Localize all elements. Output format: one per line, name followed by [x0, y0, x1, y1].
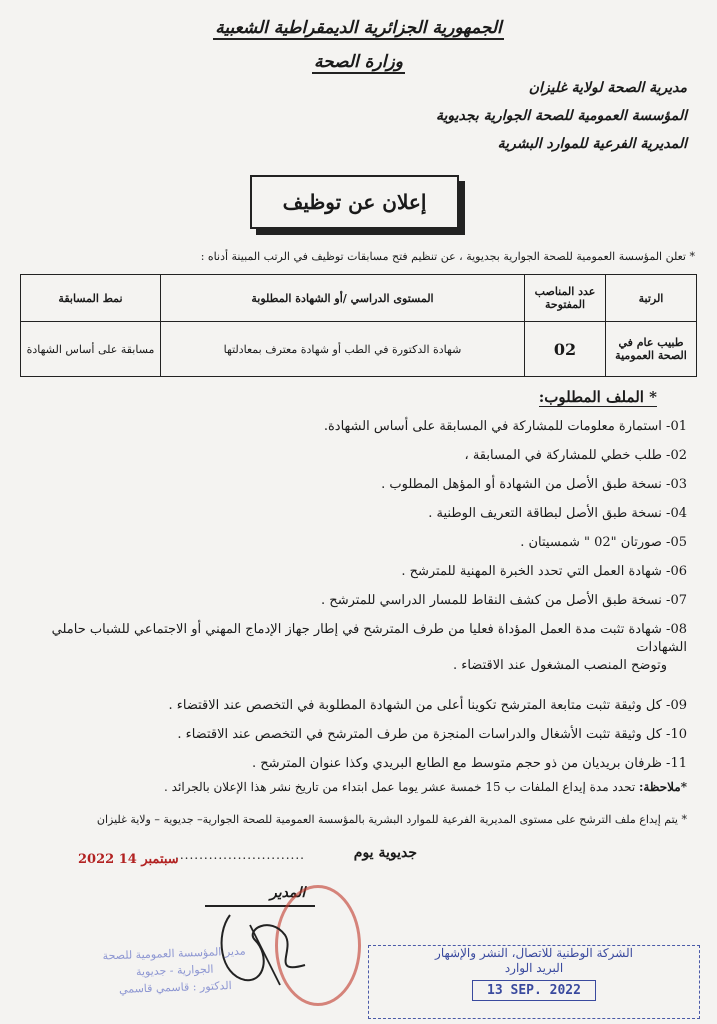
cell-mode: مسابقة على أساس الشهادة: [21, 322, 161, 377]
requirements-title: * الملف المطلوب:: [538, 388, 657, 406]
postal-received-stamp: [368, 945, 700, 1019]
ministry-heading: وزارة الصحة: [314, 52, 403, 72]
director-label: المدير: [270, 885, 306, 901]
cell-level: شهادة الدكتورة في الطب أو شهادة معترف بمعادلتها: [161, 322, 525, 377]
post-stamp-line: البريد الوارد: [504, 961, 564, 975]
stamp-line: الجوارية - جديوية: [135, 962, 214, 979]
date-dots: ...........................: [175, 848, 305, 862]
handwritten-date: 2022 سبتمبر 14: [78, 852, 179, 867]
post-stamp-date: 13 SEP. 2022: [472, 980, 596, 1001]
org-line-directorate: مديرية الصحة لولاية غليزان: [528, 80, 687, 96]
list-item: 08- شهادة تثبت مدة العمل المؤداة فعليا من طرف المترشح في إطار جهاز الإدماج المهني أو الاجتماعي للشباب حاملي الشهادات: [51, 622, 687, 655]
cell-count: 02: [525, 322, 606, 377]
list-item: 10- كل وثيقة تثبت الأشغال والدراسات المنجزة من طرف المترشح في التخصص عند الاقتضاء .: [177, 727, 687, 742]
table-row: [21, 322, 697, 377]
republic-heading: الجمهورية الجزائرية الديمقراطية الشعبية: [215, 18, 502, 38]
header-rank: الرتبة: [606, 275, 697, 322]
requirements-list: [27, 418, 687, 784]
place-date-label: جديوية يوم: [353, 845, 417, 861]
positions-table: [20, 274, 697, 377]
list-item: 09- كل وثيقة تثبت متابعة المترشح تكوينا أعلى من الشهادة المطلوبة في التخصص عند الاقتضاء .: [168, 698, 687, 713]
list-item: 05- صورتان "02 " شمسيتان .: [520, 535, 687, 550]
list-item: 01- استمارة معلومات للمشاركة في المسابقة على أساس الشهادة.: [323, 419, 687, 434]
list-item: 06- شهادة العمل التي تحدد الخبرة المهنية للمترشح .: [401, 564, 687, 579]
table-header-row: [21, 275, 697, 322]
org-line-institution: المؤسسة العمومية للصحة الجوارية بجديوية: [435, 108, 687, 124]
header-count: عدد المناصب المفتوحة: [525, 275, 606, 322]
intro-text: * تعلن المؤسسة العمومية للصحة الجوارية بجديوية ، عن تنظيم فتح مسابقات توظيف في الرتب المبينة أدناه :: [200, 250, 695, 263]
list-item: 11- ظرفان بريديان من ذو حجم متوسط مع الطابع البريدي وكذا عنوان المترشح .: [251, 756, 687, 771]
list-item: 04- نسخة طبق الأصل لبطاقة التعريف الوطنية .: [428, 506, 687, 521]
header-mode: نمط المسابقة: [21, 275, 161, 322]
deposit-note: * يتم إيداع ملف الترشح على مستوى المديرية الفرعية للموارد البشرية بالمؤسسة العمومية للصحة الجوارية– جديوية – ولاية غليزان: [96, 813, 687, 826]
post-stamp-line: الشركة الوطنية للاتصال، النشر والإشهار: [435, 946, 633, 960]
org-line-subdirectorate: المديرية الفرعية للموارد البشرية: [497, 136, 687, 152]
cell-rank: طبيب عام في الصحة العمومية: [606, 322, 697, 377]
stamp-line: مدير المؤسسة العمومية للصحة: [102, 944, 246, 963]
item8-continuation: وتوضح المنصب المشغول عند الاقتضاء .: [452, 658, 667, 673]
list-item: 07- نسخة طبق الأصل من كشف النقاط للمسار الدراسي للمترشح .: [321, 593, 687, 608]
note: [164, 780, 687, 794]
stamp-line: الدكتور : قاسمي قاسمي: [118, 979, 232, 996]
header-level: المستوى الدراسي /أو الشهادة المطلوبة: [161, 275, 525, 322]
note-label: *ملاحظة:: [639, 780, 687, 794]
list-item: 03- نسخة طبق الأصل من الشهادة أو المؤهل المطلوب .: [381, 477, 687, 492]
announcement-title: إعلان عن توظيف: [250, 175, 459, 229]
list-item: 02- طلب خطي للمشاركة في المسابقة ،: [464, 448, 687, 463]
director-stamp: [79, 942, 271, 1014]
note-text: تحدد مدة إيداع الملفات ب 15 خمسة عشر يوما عمل ابتداء من تاريخ نشر هذا الإعلان بالجرائد .: [164, 780, 636, 794]
